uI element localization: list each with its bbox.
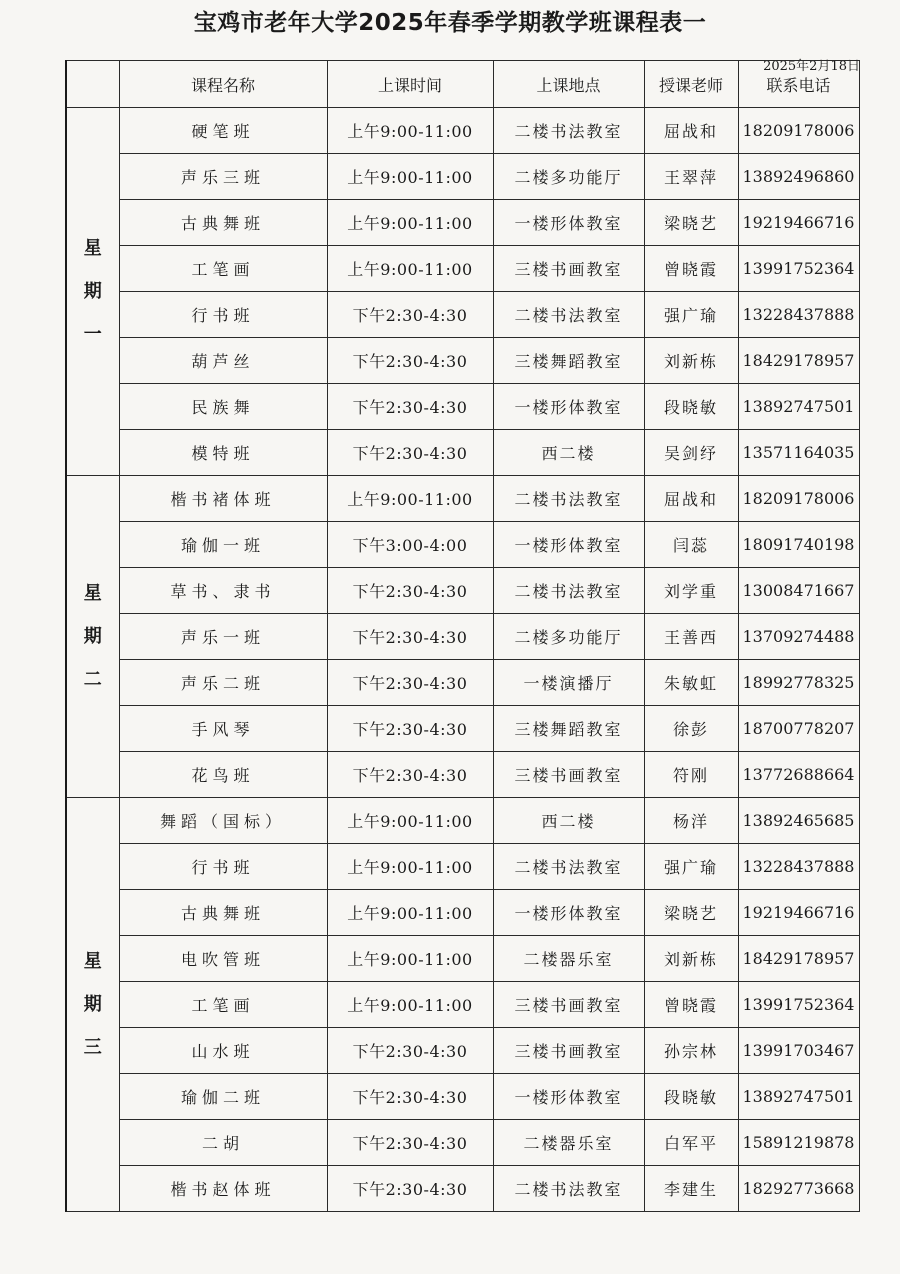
table-row xyxy=(66,1120,859,1166)
class-time-cell: 下午2:30-4:30 xyxy=(327,614,493,660)
course-name-cell: 二胡 xyxy=(119,1120,327,1166)
class-time-cell: 上午9:00-11:00 xyxy=(327,936,493,982)
phone-cell: 18292773668 xyxy=(738,1166,859,1212)
teacher-cell: 曾晓霞 xyxy=(644,982,738,1028)
table-row xyxy=(66,936,859,982)
course-name-cell: 声乐三班 xyxy=(119,154,327,200)
schedule-body xyxy=(66,108,859,1212)
table-row xyxy=(66,890,859,936)
phone-cell: 13892496860 xyxy=(738,154,859,200)
class-time-cell: 上午9:00-11:00 xyxy=(327,982,493,1028)
teacher-cell: 强广瑜 xyxy=(644,292,738,338)
phone-cell: 18992778325 xyxy=(738,660,859,706)
course-name-cell: 模特班 xyxy=(119,430,327,476)
phone-cell: 13228437888 xyxy=(738,292,859,338)
teacher-cell: 徐彭 xyxy=(644,706,738,752)
teacher-cell: 段晓敏 xyxy=(644,1074,738,1120)
table-row xyxy=(66,292,859,338)
location-cell: 三楼书画教室 xyxy=(493,1028,644,1074)
header-location: 上课地点 xyxy=(493,61,644,108)
table-row xyxy=(66,706,859,752)
location-cell: 三楼书画教室 xyxy=(493,246,644,292)
course-name-cell: 古典舞班 xyxy=(119,200,327,246)
class-time-cell: 下午2:30-4:30 xyxy=(327,384,493,430)
class-time-cell: 上午9:00-11:00 xyxy=(327,246,493,292)
table-row xyxy=(66,752,859,798)
class-time-cell: 上午9:00-11:00 xyxy=(327,108,493,154)
class-time-cell: 下午2:30-4:30 xyxy=(327,660,493,706)
course-name-cell: 行书班 xyxy=(119,844,327,890)
teacher-cell: 曾晓霞 xyxy=(644,246,738,292)
location-cell: 二楼书法教室 xyxy=(493,1166,644,1212)
class-time-cell: 下午2:30-4:30 xyxy=(327,752,493,798)
class-time-cell: 上午9:00-11:00 xyxy=(327,890,493,936)
course-name-cell: 花鸟班 xyxy=(119,752,327,798)
teacher-cell: 吴剑纾 xyxy=(644,430,738,476)
course-name-cell: 民族舞 xyxy=(119,384,327,430)
table-row xyxy=(66,982,859,1028)
table-row xyxy=(66,522,859,568)
location-cell: 一楼形体教室 xyxy=(493,522,644,568)
location-cell: 西二楼 xyxy=(493,430,644,476)
location-cell: 二楼书法教室 xyxy=(493,568,644,614)
table-row xyxy=(66,1166,859,1212)
teacher-cell: 段晓敏 xyxy=(644,384,738,430)
course-name-cell: 声乐二班 xyxy=(119,660,327,706)
course-name-cell: 电吹管班 xyxy=(119,936,327,982)
course-name-cell: 葫芦丝 xyxy=(119,338,327,384)
class-time-cell: 下午2:30-4:30 xyxy=(327,430,493,476)
location-cell: 一楼形体教室 xyxy=(493,200,644,246)
teacher-cell: 王翠萍 xyxy=(644,154,738,200)
table-row xyxy=(66,476,859,522)
teacher-cell: 白军平 xyxy=(644,1120,738,1166)
header-day xyxy=(66,61,119,108)
table-row xyxy=(66,108,859,154)
class-time-cell: 上午9:00-11:00 xyxy=(327,798,493,844)
location-cell: 三楼书画教室 xyxy=(493,982,644,1028)
class-time-cell: 下午2:30-4:30 xyxy=(327,706,493,752)
teacher-cell: 孙宗林 xyxy=(644,1028,738,1074)
table-row xyxy=(66,1074,859,1120)
day-label-text: 星期一 xyxy=(83,237,102,346)
class-time-cell: 下午2:30-4:30 xyxy=(327,1120,493,1166)
course-name-cell: 舞蹈（国标） xyxy=(119,798,327,844)
table-row xyxy=(66,568,859,614)
day-label xyxy=(66,798,119,1212)
teacher-cell: 王善西 xyxy=(644,614,738,660)
day-label xyxy=(66,476,119,798)
location-cell: 二楼器乐室 xyxy=(493,936,644,982)
location-cell: 西二楼 xyxy=(493,798,644,844)
table-row xyxy=(66,154,859,200)
table-row xyxy=(66,660,859,706)
phone-cell: 19219466716 xyxy=(738,200,859,246)
location-cell: 二楼书法教室 xyxy=(493,108,644,154)
phone-cell: 13892747501 xyxy=(738,1074,859,1120)
teacher-cell: 李建生 xyxy=(644,1166,738,1212)
phone-cell: 18209178006 xyxy=(738,108,859,154)
location-cell: 三楼舞蹈教室 xyxy=(493,338,644,384)
class-time-cell: 下午2:30-4:30 xyxy=(327,1166,493,1212)
course-name-cell: 楷书赵体班 xyxy=(119,1166,327,1212)
phone-cell: 13709274488 xyxy=(738,614,859,660)
phone-cell: 18209178006 xyxy=(738,476,859,522)
document-date: 2025年2月18日 xyxy=(763,59,860,74)
teacher-cell: 刘学重 xyxy=(644,568,738,614)
course-name-cell: 声乐一班 xyxy=(119,614,327,660)
class-time-cell: 上午9:00-11:00 xyxy=(327,476,493,522)
course-name-cell: 行书班 xyxy=(119,292,327,338)
course-name-cell: 瑜伽二班 xyxy=(119,1074,327,1120)
table-row xyxy=(66,798,859,844)
phone-cell: 13892465685 xyxy=(738,798,859,844)
page-title: 宝鸡市老年大学2025年春季学期教学班课程表一 xyxy=(193,10,707,36)
location-cell: 一楼形体教室 xyxy=(493,890,644,936)
phone-cell: 13228437888 xyxy=(738,844,859,890)
day-label-text: 星期三 xyxy=(83,950,102,1059)
class-time-cell: 上午9:00-11:00 xyxy=(327,154,493,200)
header-time: 上课时间 xyxy=(327,61,493,108)
day-label xyxy=(66,108,119,476)
location-cell: 一楼形体教室 xyxy=(493,384,644,430)
phone-cell: 13991752364 xyxy=(738,982,859,1028)
table-row xyxy=(66,338,859,384)
class-time-cell: 上午9:00-11:00 xyxy=(327,200,493,246)
phone-cell: 13892747501 xyxy=(738,384,859,430)
teacher-cell: 符刚 xyxy=(644,752,738,798)
location-cell: 二楼书法教室 xyxy=(493,292,644,338)
course-name-cell: 山水班 xyxy=(119,1028,327,1074)
location-cell: 二楼多功能厅 xyxy=(493,154,644,200)
header-course: 课程名称 xyxy=(119,61,327,108)
schedule-table xyxy=(65,60,860,1212)
course-name-cell: 工笔画 xyxy=(119,246,327,292)
class-time-cell: 下午2:30-4:30 xyxy=(327,1028,493,1074)
location-cell: 一楼形体教室 xyxy=(493,1074,644,1120)
class-time-cell: 下午2:30-4:30 xyxy=(327,292,493,338)
class-time-cell: 下午2:30-4:30 xyxy=(327,338,493,384)
location-cell: 二楼器乐室 xyxy=(493,1120,644,1166)
phone-cell: 13991703467 xyxy=(738,1028,859,1074)
location-cell: 二楼多功能厅 xyxy=(493,614,644,660)
phone-cell: 13571164035 xyxy=(738,430,859,476)
phone-cell: 18429178957 xyxy=(738,338,859,384)
teacher-cell: 闫蕊 xyxy=(644,522,738,568)
table-row xyxy=(66,384,859,430)
course-name-cell: 古典舞班 xyxy=(119,890,327,936)
teacher-cell: 梁晓艺 xyxy=(644,200,738,246)
class-time-cell: 下午2:30-4:30 xyxy=(327,568,493,614)
header-phone: 联系电话 xyxy=(738,61,859,108)
teacher-cell: 强广瑜 xyxy=(644,844,738,890)
phone-cell: 13991752364 xyxy=(738,246,859,292)
teacher-cell: 杨洋 xyxy=(644,798,738,844)
location-cell: 三楼书画教室 xyxy=(493,752,644,798)
phone-cell: 18429178957 xyxy=(738,936,859,982)
table-row xyxy=(66,430,859,476)
phone-cell: 13008471667 xyxy=(738,568,859,614)
course-name-cell: 手风琴 xyxy=(119,706,327,752)
course-name-cell: 楷书褚体班 xyxy=(119,476,327,522)
location-cell: 二楼书法教室 xyxy=(493,844,644,890)
table-row xyxy=(66,200,859,246)
teacher-cell: 刘新栋 xyxy=(644,338,738,384)
class-time-cell: 上午9:00-11:00 xyxy=(327,844,493,890)
teacher-cell: 刘新栋 xyxy=(644,936,738,982)
header-teacher: 授课老师 xyxy=(644,61,738,108)
table-row xyxy=(66,1028,859,1074)
location-cell: 二楼书法教室 xyxy=(493,476,644,522)
phone-cell: 19219466716 xyxy=(738,890,859,936)
course-name-cell: 瑜伽一班 xyxy=(119,522,327,568)
location-cell: 一楼演播厅 xyxy=(493,660,644,706)
table-row xyxy=(66,844,859,890)
teacher-cell: 梁晓艺 xyxy=(644,890,738,936)
class-time-cell: 下午3:00-4:00 xyxy=(327,522,493,568)
table-row xyxy=(66,614,859,660)
phone-cell: 18700778207 xyxy=(738,706,859,752)
class-time-cell: 下午2:30-4:30 xyxy=(327,1074,493,1120)
teacher-cell: 屈战和 xyxy=(644,108,738,154)
phone-cell: 15891219878 xyxy=(738,1120,859,1166)
day-label-text: 星期二 xyxy=(83,582,102,691)
phone-cell: 13772688664 xyxy=(738,752,859,798)
course-name-cell: 工笔画 xyxy=(119,982,327,1028)
header-row xyxy=(66,61,859,108)
course-name-cell: 硬笔班 xyxy=(119,108,327,154)
teacher-cell: 朱敏虹 xyxy=(644,660,738,706)
table-row xyxy=(66,246,859,292)
teacher-cell: 屈战和 xyxy=(644,476,738,522)
course-name-cell: 草书、隶书 xyxy=(119,568,327,614)
location-cell: 三楼舞蹈教室 xyxy=(493,706,644,752)
phone-cell: 18091740198 xyxy=(738,522,859,568)
